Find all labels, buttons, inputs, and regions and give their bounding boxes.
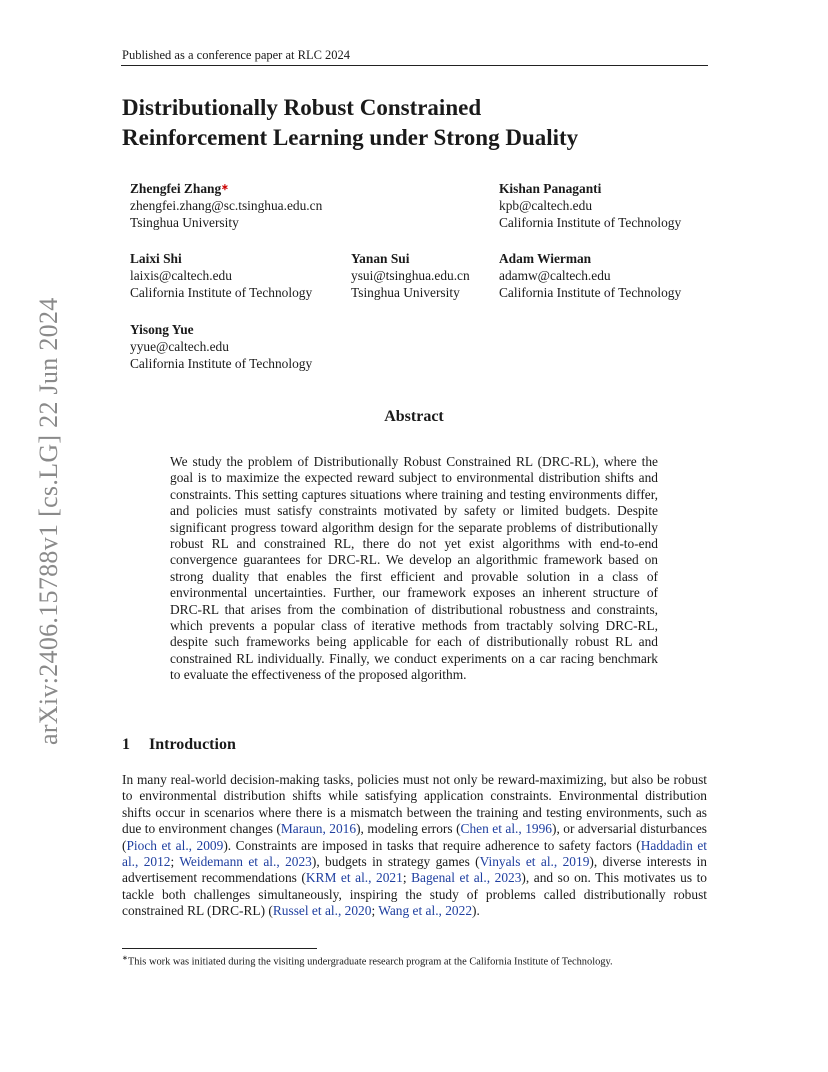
- abstract-text: We study the problem of Distributionally Robust Constrained RL (DRC-RL), where the goal is to maximize the expected reward subject to environmental distribution shifts and constraints. This setting captures situations where training and testing environments differ, and policies must satisfy constraints motivated by safety or limited budgets. Despite significant progress toward algorithm design for the separate problems of distributionally robust RL and constrained RL, there do not yet exist algorithms with end-to-end convergence guarantees for DRC-RL. We develop an algorithmic framework based on strong duality that enables the first efficient and provable solution in a class of environmental uncertainties. Further, our framework exposes an inherent structure of DRC-RL that arises from the combination of distributional robustness and constraints, which prevents a popular class of iterative methods from tractably solving DRC-RL, despite such frameworks being applicable for each of distributionally robust RL and constrained RL individually. Finally, we conduct experiments on a car racing benchmark to evaluate the effectiveness of the proposed algorithm.: [170, 454, 658, 683]
- citation-link[interactable]: Maraun, 2016: [280, 821, 357, 837]
- citation-link[interactable]: Haddadin et al., 2012: [122, 837, 707, 870]
- footnote-mark[interactable]: ∗: [221, 182, 229, 192]
- paper-title: [122, 93, 722, 153]
- citation-link[interactable]: KRM et al., 2021: [305, 870, 403, 886]
- author-name: Laixi Shi: [130, 251, 182, 266]
- author-block: [499, 250, 681, 301]
- header-rule: [121, 65, 708, 66]
- author-block: [130, 180, 322, 231]
- citation-link[interactable]: Russel et al., 2020: [272, 903, 372, 919]
- footnote-mark: ∗: [122, 954, 128, 962]
- author-email: laixis@caltech.edu: [130, 268, 232, 283]
- citation-link[interactable]: Chen et al., 1996: [460, 821, 552, 837]
- author-affiliation: California Institute of Technology: [499, 215, 682, 230]
- section-number: 1: [122, 736, 130, 753]
- title-line-1: Distributionally Robust Constrained: [122, 95, 482, 120]
- footnote: [122, 952, 707, 969]
- author-affiliation: Tsinghua University: [351, 285, 460, 300]
- citation-link[interactable]: Pioch et al., 2009: [126, 837, 224, 853]
- author-email: kpb@caltech.edu: [499, 198, 593, 213]
- running-header: Published as a conference paper at RLC 2024: [122, 48, 351, 62]
- author-block: [351, 250, 470, 301]
- author-affiliation: California Institute of Technology: [499, 285, 682, 300]
- author-block: [130, 321, 312, 372]
- author-block: [499, 180, 681, 231]
- citation-link[interactable]: Wang et al., 2022: [378, 903, 473, 919]
- title-line-2: Reinforcement Learning under Strong Duality: [122, 125, 579, 150]
- abstract-heading: Abstract: [384, 408, 444, 425]
- author-block: [130, 250, 312, 301]
- author-affiliation: California Institute of Technology: [130, 356, 313, 371]
- author-name: Yisong Yue: [130, 322, 194, 337]
- arxiv-stamp: arXiv:2406.15788v1 [cs.LG] 22 Jun 2024: [34, 297, 63, 745]
- author-email: adamw@caltech.edu: [499, 268, 611, 283]
- author-affiliation: California Institute of Technology: [130, 285, 313, 300]
- section-heading: [122, 736, 236, 754]
- author-affiliation: Tsinghua University: [130, 215, 239, 230]
- author-name: Zhengfei Zhang∗: [130, 181, 229, 196]
- author-email: yyue@caltech.edu: [130, 339, 229, 354]
- citation-link[interactable]: Bagenal et al., 2023: [411, 870, 522, 886]
- section-title: Introduction: [149, 736, 236, 753]
- author-name: Kishan Panaganti: [499, 181, 602, 196]
- footnote-rule: [122, 948, 317, 949]
- footnote-text: This work was initiated during the visiting undergraduate research program at the California Institute of Technology.: [127, 956, 613, 968]
- author-email: ysui@tsinghua.edu.cn: [351, 268, 470, 283]
- author-email: zhengfei.zhang@sc.tsinghua.edu.cn: [130, 198, 323, 213]
- intro-paragraph: In many real-world decision-making tasks, policies must not only be reward-maximizing, but also be robust to environmental distribution shifts while satisfying application constraints. Environmental distribution shifts occur in scenarios where there is a mismatch between the training and testing environments, such as due to environment changes (Maraun, 2016), modeling errors (Chen et al., 1996), or adversarial disturbances (Pioch et al., 2009). Constraints are imposed in tasks that require adherence to safety factors (Haddadin et al., 2012; Weidemann et al., 2023), budgets in strategy games (Vinyals et al., 2019), diverse interests in advertisement recommendations (KRM et al., 2021; Bagenal et al., 2023), and so on. This motivates us to tackle both challenges simultaneously, inspiring the study of problems called distributionally robust constrained RL (DRC-RL) (Russel et al., 2020; Wang et al., 2022).: [122, 772, 707, 919]
- author-name: Yanan Sui: [351, 251, 410, 266]
- citation-link[interactable]: Weidemann et al., 2023: [179, 854, 312, 870]
- citation-link[interactable]: Vinyals et al., 2019: [479, 854, 590, 870]
- author-name: Adam Wierman: [499, 251, 592, 266]
